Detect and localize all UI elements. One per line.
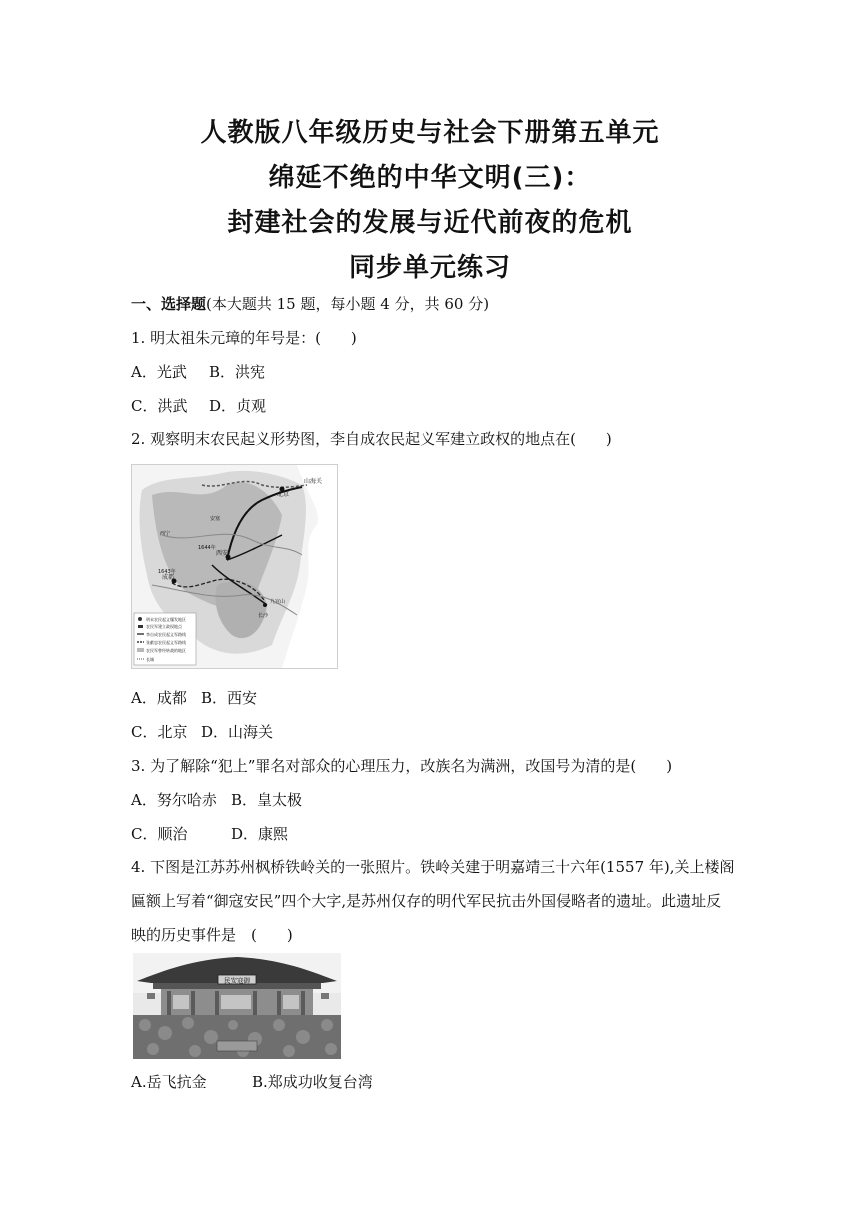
- uprising-map: [132, 465, 337, 668]
- map-label-1644: 1644年: [198, 545, 216, 551]
- title-line-3: 封建社会的发展与近代前夜的危机: [227, 208, 633, 238]
- question-4-option-a[interactable]: A.岳飞抗金: [131, 1073, 207, 1091]
- map-label-xining: 西宁: [160, 531, 171, 537]
- question-2-option-d[interactable]: D．山海关: [201, 723, 274, 741]
- question-4-stem-line-2: 匾额上写着“御寇安民”四个大字,是苏州仅存的明代军民抗击外国侵略者的遗址。此遗址反: [131, 892, 722, 910]
- map-label-beijing: 北京: [277, 491, 290, 498]
- title-line-2: 绵延不绝的中华文明(三)：: [268, 163, 592, 193]
- photo-plaque-text: 民安寇御: [224, 976, 250, 985]
- legend-item-3: 李自成农民起义军路线: [146, 632, 186, 637]
- question-4-stem-line-3: 映的历史事件是 ( ): [131, 926, 293, 944]
- uprising-map-figure: [131, 464, 338, 669]
- section-note: (本大题共 15 题，每小题 4 分，共 60 分): [206, 295, 490, 313]
- legend-item-4: 张献忠农民起义军路线: [146, 640, 186, 645]
- title-line-1: 人教版八年级历史与社会下册第五单元: [200, 118, 660, 148]
- question-1-options-row-2: [131, 395, 266, 416]
- question-3-option-d[interactable]: D．康熙: [231, 825, 289, 843]
- map-label-jiugongshan: 九宫山: [270, 599, 286, 605]
- question-2-options-row-2: [131, 721, 273, 742]
- question-1-stem: 1. 明太祖朱元璋的年号是：( ): [131, 329, 357, 347]
- legend-item-2: 农民军建立政权地点: [146, 624, 182, 629]
- question-2-options-row-1: [131, 687, 257, 708]
- legend-item-6: 长城: [146, 657, 154, 662]
- question-3-option-a[interactable]: A．努尔哈赤: [131, 791, 217, 809]
- section-header: [131, 293, 489, 314]
- question-4-option-b[interactable]: B.郑成功收复台湾: [252, 1073, 373, 1091]
- question-1-option-a[interactable]: A．光武: [131, 363, 187, 381]
- question-1-option-b[interactable]: B．洪宪: [209, 363, 266, 381]
- map-label-chengdu: 成都: [162, 574, 175, 581]
- question-2-stem: 2. 观察明末农民起义形势图，李自成农民起义军建立政权的地点在( ): [131, 430, 612, 448]
- question-3-option-b[interactable]: B．皇太极: [231, 791, 303, 809]
- title-line-4: 同步单元练习: [348, 253, 511, 283]
- question-1-option-d[interactable]: D．贞观: [209, 397, 267, 415]
- map-label-changsha: 长沙: [258, 613, 269, 619]
- map-label-shanhaiguan: 山海关: [304, 478, 323, 485]
- question-3-options-row-2: [131, 823, 288, 844]
- question-4-stem-line-1: 4. 下图是江苏苏州枫桥铁岭关的一张照片。铁岭关建于明嘉靖三十六年(1557 年),关上楼阁: [131, 858, 735, 876]
- map-label-xian: 西安: [216, 550, 229, 557]
- tieling-pass-photo: [133, 953, 341, 1059]
- question-3-stem: 3. 为了解除“犯上”罪名对部众的心理压力，改族名为满洲，改国号为清的是( ): [131, 757, 673, 775]
- question-2-option-a[interactable]: A．成都: [131, 689, 187, 707]
- question-1-option-c[interactable]: C．洪武: [131, 397, 188, 415]
- question-4-options-row-1: [131, 1071, 373, 1092]
- map-label-ansai: 安塞: [210, 516, 221, 522]
- map-label-1643: 1643年: [158, 569, 176, 575]
- tieling-pass-illustration: [133, 953, 341, 1059]
- section-heading: 一、选择题: [131, 295, 207, 313]
- question-2-option-b[interactable]: B．西安: [201, 689, 258, 707]
- question-2-option-c[interactable]: C．北京: [131, 723, 188, 741]
- legend-item-5: 农民军曾经转战的地区: [146, 648, 186, 653]
- question-3-options-row-1: [131, 789, 302, 810]
- question-1-options-row-1: [131, 361, 265, 382]
- legend-item-1: 明末农民起义爆发地区: [146, 617, 186, 622]
- question-3-option-c[interactable]: C．顺治: [131, 825, 188, 843]
